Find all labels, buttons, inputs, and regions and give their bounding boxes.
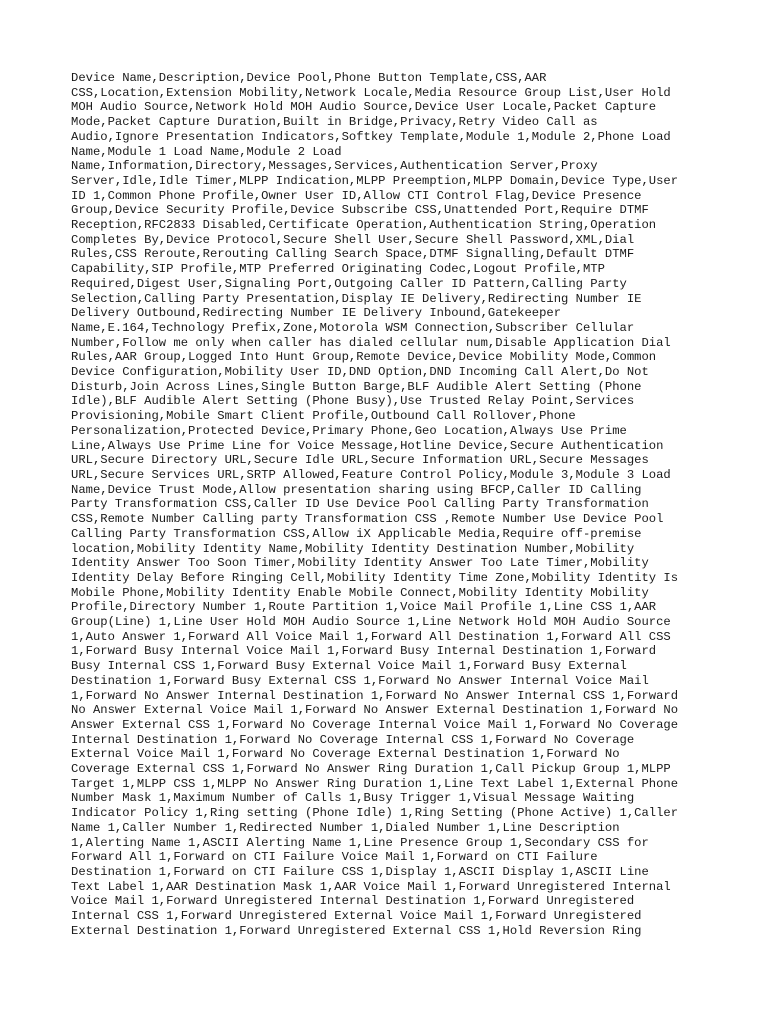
text-line: 1,Auto Answer 1,Forward All Voice Mail 1,Forward All Destination 1,Forward All CSS bbox=[71, 629, 671, 644]
text-line: Forward All 1,Forward on CTI Failure Voice Mail 1,Forward on CTI Failure bbox=[71, 850, 598, 865]
text-line: Voice Mail 1,Forward Unregistered Internal Destination 1,Forward Unregistered bbox=[71, 894, 635, 909]
text-line: Rules,CSS Reroute,Rerouting Calling Search Space,DTMF Signalling,Default DTMF bbox=[71, 247, 635, 262]
text-line: Idle),BLF Audible Alert Setting (Phone Busy),Use Trusted Relay Point,Services bbox=[71, 394, 635, 409]
text-line: 1,Forward No Answer Internal Destination 1,Forward No Answer Internal CSS 1,Forward bbox=[71, 688, 679, 703]
text-line: Name,Information,Directory,Messages,Services,Authentication Server,Proxy bbox=[71, 159, 598, 174]
text-line: Profile,Directory Number 1,Route Partition 1,Voice Mail Profile 1,Line CSS 1,AAR bbox=[71, 600, 657, 615]
text-line: Target 1,MLPP CSS 1,MLPP No Answer Ring Duration 1,Line Text Label 1,External Phone bbox=[71, 776, 679, 791]
text-line: Name,Module 1 Load Name,Module 2 Load bbox=[71, 144, 342, 159]
text-line: Delivery Outbound,Redirecting Number IE Delivery Inbound,Gatekeeper bbox=[71, 306, 562, 321]
text-line: Rules,AAR Group,Logged Into Hunt Group,Remote Device,Device Mobility Mode,Common bbox=[71, 350, 657, 365]
text-line: Selection,Calling Party Presentation,Display IE Delivery,Redirecting Number IE bbox=[71, 291, 642, 306]
text-line: MOH Audio Source,Network Hold MOH Audio Source,Device User Locale,Packet Capture bbox=[71, 100, 657, 115]
text-line: Device Name,Description,Device Pool,Phone Button Template,CSS,AAR bbox=[71, 71, 547, 85]
csv-header-text bbox=[71, 71, 701, 938]
text-line: Mode,Packet Capture Duration,Built in Bridge,Privacy,Retry Video Call as bbox=[71, 115, 598, 130]
text-line: Audio,Ignore Presentation Indicators,Softkey Template,Module 1,Module 2,Phone Load bbox=[71, 129, 671, 144]
text-line: Device Configuration,Mobility User ID,DND Option,DND Incoming Call Alert,Do Not bbox=[71, 365, 649, 380]
text-line: External Voice Mail 1,Forward No Coverage External Destination 1,Forward No bbox=[71, 747, 620, 762]
text-line: Number,Follow me only when caller has dialed cellular num,Disable Application Dial bbox=[71, 335, 671, 350]
text-line: No Answer External Voice Mail 1,Forward No Answer External Destination 1,Forward No bbox=[71, 703, 679, 718]
text-line: Server,Idle,Idle Timer,MLPP Indication,MLPP Preemption,MLPP Domain,Device Type,User bbox=[71, 173, 679, 188]
text-line: Calling Party Transformation CSS,Allow iX Applicable Media,Require off-premise bbox=[71, 526, 642, 541]
text-line: Provisioning,Mobile Smart Client Profile,Outbound Call Rollover,Phone bbox=[71, 409, 576, 424]
text-line: Identity Answer Too Soon Timer,Mobility Identity Answer Too Late Timer,Mobility bbox=[71, 556, 649, 571]
text-line: Indicator Policy 1,Ring setting (Phone Idle) 1,Ring Setting (Phone Active) 1,Caller bbox=[71, 806, 679, 821]
text-line: Internal Destination 1,Forward No Coverage Internal CSS 1,Forward No Coverage bbox=[71, 732, 635, 747]
text-line: External Destination 1,Forward Unregistered External CSS 1,Hold Reversion Ring bbox=[71, 923, 642, 938]
text-line: location,Mobility Identity Name,Mobility Identity Destination Number,Mobility bbox=[71, 541, 635, 556]
text-line: Mobile Phone,Mobility Identity Enable Mobile Connect,Mobility Identity Mobility bbox=[71, 585, 649, 600]
text-line: Name 1,Caller Number 1,Redirected Number 1,Dialed Number 1,Line Description bbox=[71, 820, 620, 835]
text-line: Busy Internal CSS 1,Forward Busy External Voice Mail 1,Forward Busy External bbox=[71, 659, 627, 674]
text-line: Required,Digest User,Signaling Port,Outgoing Caller ID Pattern,Calling Party bbox=[71, 276, 627, 291]
text-line: 1,Alerting Name 1,ASCII Alerting Name 1,Line Presence Group 1,Secondary CSS for bbox=[71, 835, 649, 850]
text-line: Party Transformation CSS,Caller ID Use Device Pool Calling Party Transformation bbox=[71, 497, 649, 512]
text-line: Disturb,Join Across Lines,Single Button Barge,BLF Audible Alert Setting (Phone bbox=[71, 379, 642, 394]
text-line: URL,Secure Services URL,SRTP Allowed,Feature Control Policy,Module 3,Module 3 Load bbox=[71, 467, 671, 482]
text-line: Reception,RFC2833 Disabled,Certificate Operation,Authentication String,Operation bbox=[71, 218, 657, 233]
text-line: Internal CSS 1,Forward Unregistered External Voice Mail 1,Forward Unregistered bbox=[71, 909, 642, 924]
text-line: Name,E.164,Technology Prefix,Zone,Motorola WSM Connection,Subscriber Cellular bbox=[71, 320, 635, 335]
text-line: Capability,SIP Profile,MTP Preferred Originating Codec,Logout Profile,MTP bbox=[71, 262, 605, 277]
text-line: Text Label 1,AAR Destination Mask 1,AAR Voice Mail 1,Forward Unregistered Internal bbox=[71, 879, 671, 894]
text-line: Identity Delay Before Ringing Cell,Mobility Identity Time Zone,Mobility Identity Is bbox=[71, 570, 679, 585]
text-line: Name,Device Trust Mode,Allow presentation sharing using BFCP,Caller ID Calling bbox=[71, 482, 642, 497]
text-line: Destination 1,Forward Busy External CSS 1,Forward No Answer Internal Voice Mail bbox=[71, 673, 649, 688]
text-line: Completes By,Device Protocol,Secure Shell User,Secure Shell Password,XML,Dial bbox=[71, 232, 635, 247]
text-line: Destination 1,Forward on CTI Failure CSS 1,Display 1,ASCII Display 1,ASCII Line bbox=[71, 864, 649, 879]
text-line: Group(Line) 1,Line User Hold MOH Audio Source 1,Line Network Hold MOH Audio Source bbox=[71, 615, 671, 630]
text-line: Number Mask 1,Maximum Number of Calls 1,Busy Trigger 1,Visual Message Waiting bbox=[71, 791, 635, 806]
text-line: Answer External CSS 1,Forward No Coverage Internal Voice Mail 1,Forward No Coverage bbox=[71, 717, 679, 732]
text-line: ID 1,Common Phone Profile,Owner User ID,Allow CTI Control Flag,Device Presence bbox=[71, 188, 642, 203]
text-line: CSS,Location,Extension Mobility,Network Locale,Media Resource Group List,User Hold bbox=[71, 85, 671, 100]
text-line: Coverage External CSS 1,Forward No Answer Ring Duration 1,Call Pickup Group 1,MLPP bbox=[71, 762, 671, 777]
text-line: URL,Secure Directory URL,Secure Idle URL,Secure Information URL,Secure Messages bbox=[71, 453, 649, 468]
text-line: Group,Device Security Profile,Device Subscribe CSS,Unattended Port,Require DTMF bbox=[71, 203, 649, 218]
text-line: Line,Always Use Prime Line for Voice Message,Hotline Device,Secure Authentication bbox=[71, 438, 664, 453]
text-line: CSS,Remote Number Calling party Transformation CSS ,Remote Number Use Device Pool bbox=[71, 512, 664, 527]
text-line: Personalization,Protected Device,Primary Phone,Geo Location,Always Use Prime bbox=[71, 423, 627, 438]
text-line: 1,Forward Busy Internal Voice Mail 1,Forward Busy Internal Destination 1,Forward bbox=[71, 644, 657, 659]
